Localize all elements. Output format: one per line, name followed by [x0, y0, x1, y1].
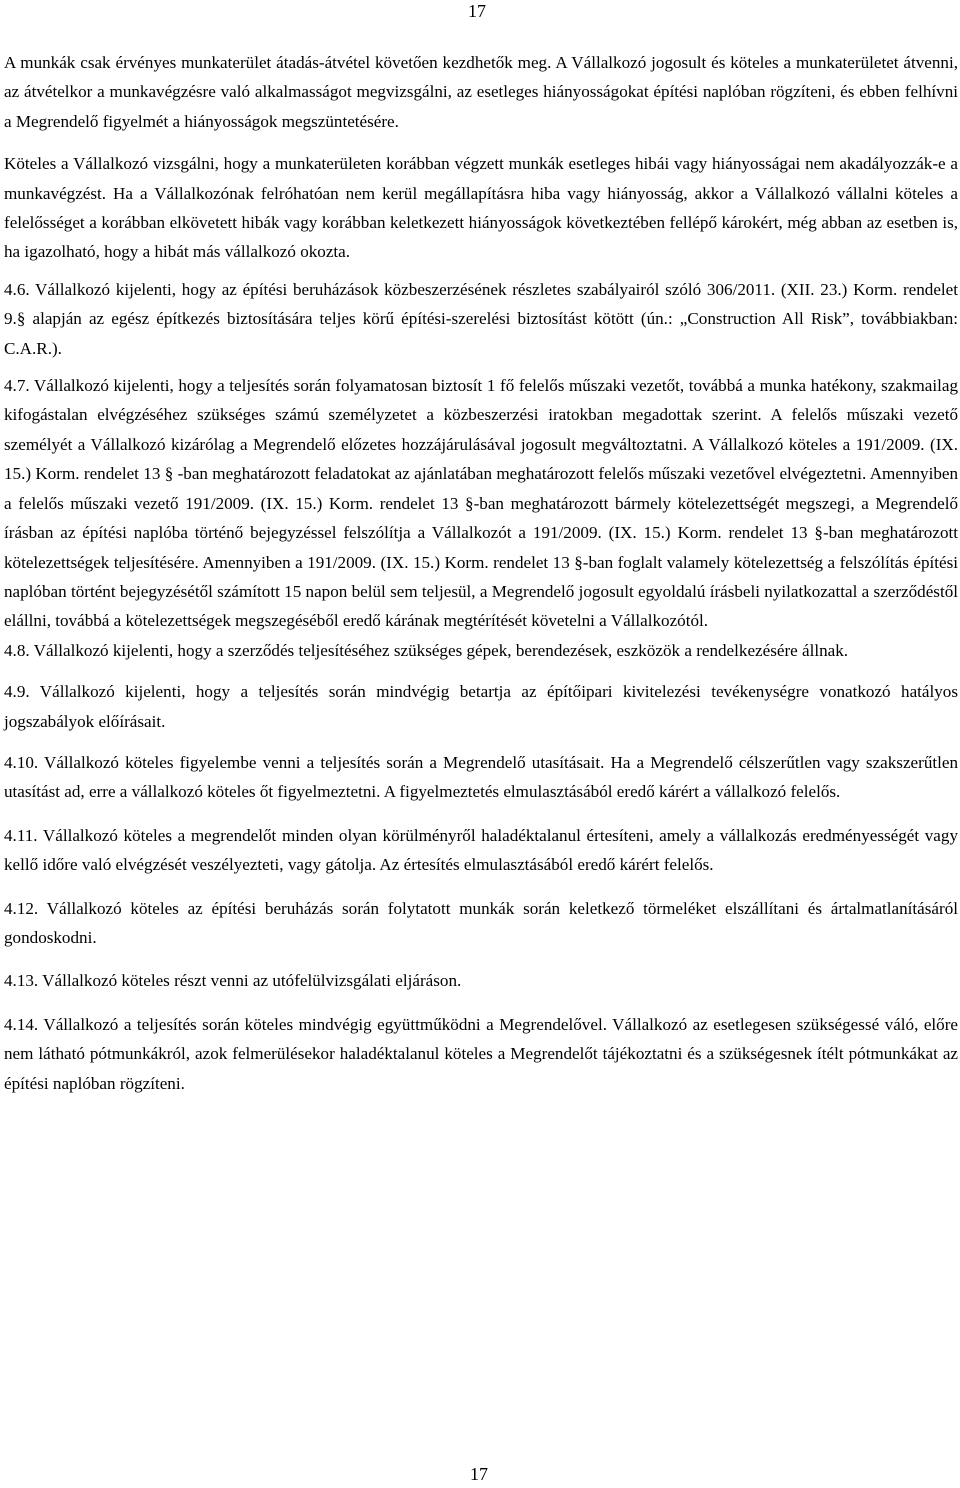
- paragraph-work-start: A munkák csak érvényes munkaterület átadás-átvétel követően kezdhetők meg. A Vállalkozó jogosult és köteles a munkaterületet átvenni, az átvételkor a munkavégzésre való alkalmasságot megvizsgálni, az esetleges hiányosságokat építési naplóban rögzíteni, és ebben felhívni a Megrendelő figyelmét a hiányosságok megszüntetésére.: [4, 53, 958, 131]
- paragraph-4-7: 4.7. Vállalkozó kijelenti, hogy a teljesítés során folyamatosan biztosít 1 fő felelős műszaki vezetőt, továbbá a munka hatékony, szakmailag kifogástalan elvégzéséhez szükséges számú személyzetet a közbeszerzési iratokban megadottak szerint. A felelős műszaki vezető személyét a Vállalkozó kizárólag a Megrendelő előzetes hozzájárulásával jogosult megváltoztatni. A Vállalkozó köteles a 191/2009. (IX. 15.) Korm. rendelet 13 § -ban meghatározott feladatokat az ajánlatában meghatározott felelős műszaki vezetővel elvégeztetni. Amennyiben a felelős műszaki vezető 191/2009. (IX. 15.) Korm. rendelet 13 §-ban meghatározott bármely kötelezettségét megszegi, a Megrendelő írásban az építési naplóba történő bejegyzéssel felszólítja a Vállalkozót a 191/2009. (IX. 15.) Korm. rendelet 13 §-ban meghatározott kötelezettségek teljesítésére. Amennyiben a 191/2009. (IX. 15.) Korm. rendelet 13 §-ban foglalt valamely kötelezettség a felszólítás építési naplóban történt bejegyzésétől számított 15 napon belül sem teljesül, a Megrendelő jogosult egyoldalú írásbeli nyilatkozattal a szerződéstől elállni, továbbá a kötelezettségek megszegéséből eredő kárának megtérítését követelni a Vállalkozótól.: [4, 376, 958, 631]
- document-body: [4, 48, 958, 1112]
- paragraph-inspection-duty: Köteles a Vállalkozó vizsgálni, hogy a munkaterületen korábban végzett munkák esetleges hibái vagy hiányosságai nem akadályozzák-e a munkavégzést. Ha a Vállalkozónak felróhatóan nem kerül megállapításra hiba vagy hiányosság, akkor a Vállalkozó vállalni köteles a felelősséget a korábban elkövetett hibák vagy korábban keletkezett hiányosságok következtében fellépő károkért, még abban az esetben is, ha igazolható, hogy a hibát más vállalkozó okozta.: [4, 154, 958, 262]
- page-number-top: 17: [468, 1, 486, 21]
- paragraph-4-13: 4.13. Vállalkozó köteles részt venni az utófelülvizsgálati eljáráson.: [4, 971, 462, 991]
- paragraph-4-8: 4.8. Vállalkozó kijelenti, hogy a szerződés teljesítéséhez szükséges gépek, berendezések, eszközök a rendelkezésére állnak.: [4, 640, 849, 660]
- page-number-bottom: 17: [470, 1464, 488, 1484]
- paragraph-4-10: 4.10. Vállalkozó köteles figyelembe venni a teljesítés során a Megrendelő utasításait. Ha a Megrendelő célszerűtlen vagy szakszerűtlen utasítást ad, erre a vállalkozó köteles őt figyelmeztetni. A figyelmeztetés elmulasztásából eredő kárért a vállalkozó felelős.: [4, 752, 958, 802]
- paragraph-4-12: 4.12. Vállalkozó köteles az építési beruházás során folytatott munkák során keletkező törmeléket elszállítani és ártalmatlanításáról gondoskodni.: [4, 898, 958, 947]
- paragraph-4-9: 4.9. Vállalkozó kijelenti, hogy a teljesítés során mindvégig betartja az építőipari kivitelezési tevékenységre vonatkozó hatályos jogszabályok előírásait.: [4, 682, 958, 731]
- paragraph-4-14: 4.14. Vállalkozó a teljesítés során köteles mindvégig együttműködni a Megrendelővel. Vállalkozó az esetlegesen szükségessé váló, előre nem látható pótmunkákról, azok felmerülésekor haladéktalanul köteles a Megrendelőt tájékoztatni és a szükségesnek ítélt pótmunkákat az építési naplóban rögzíteni.: [4, 1014, 958, 1093]
- paragraph-4-11: 4.11. Vállalkozó köteles a megrendelőt minden olyan körülményről haladéktalanul értesíteni, amely a vállalkozás eredményességét vagy kellő időre való elvégzését veszélyezteti, vagy gátolja. Az értesítés elmulasztásából eredő kárért felelős.: [4, 825, 958, 875]
- paragraph-4-6: 4.6. Vállalkozó kijelenti, hogy az építési beruházások közbeszerzésének részletes szabályairól szóló 306/2011. (XII. 23.) Korm. rendelet 9.§ alapján az egész építkezés biztosítására teljes körű építési-szerelési biztosítást kötött (ún.: „Construction All Risk”, továbbiakban: C.A.R.).: [4, 279, 958, 358]
